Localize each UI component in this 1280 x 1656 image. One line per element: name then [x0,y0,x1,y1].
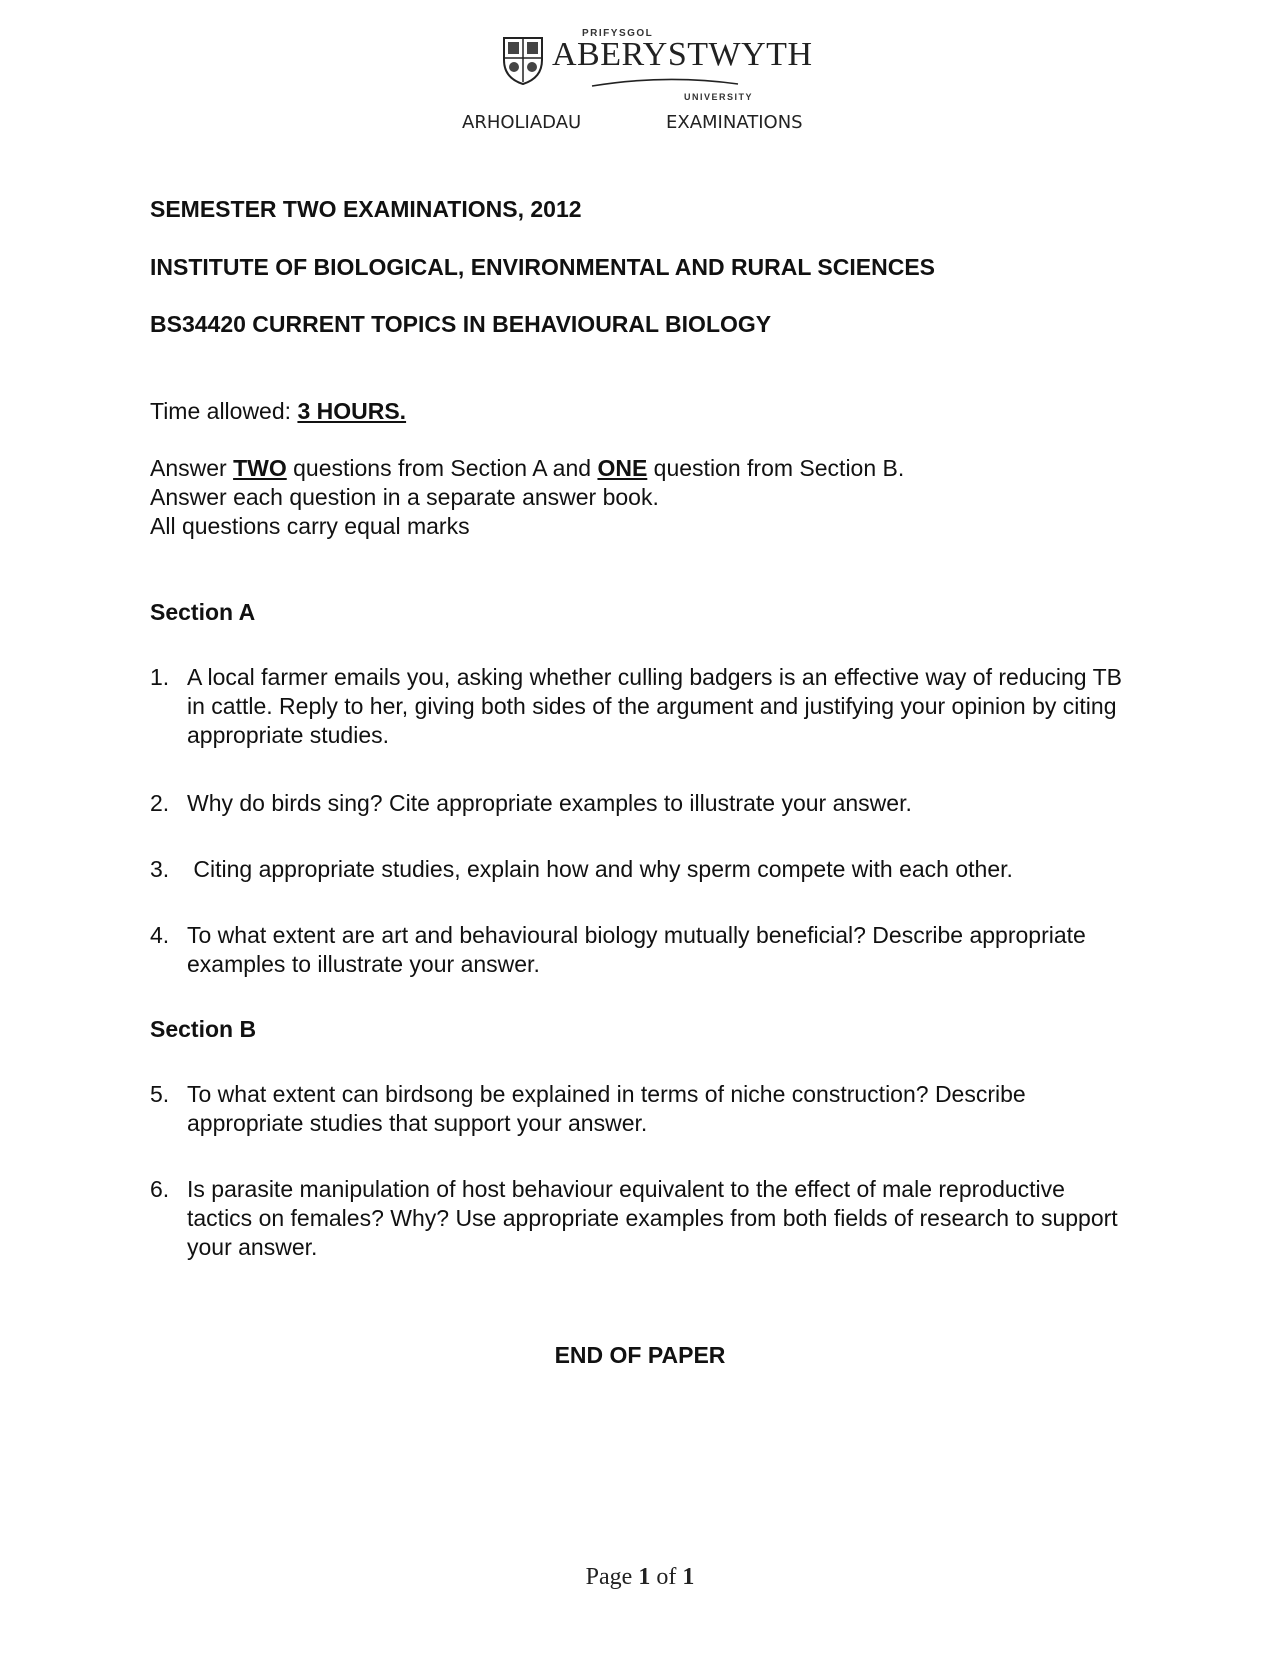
university-logo [500,26,813,102]
equal-marks-instruction: All questions carry equal marks [150,513,470,539]
question-item [150,663,1130,750]
header-welsh: ARHOLIADAU [462,112,582,133]
footer-page-total: 1 [682,1564,695,1590]
module-title: BS34420 CURRENT TOPICS IN BEHAVIOURAL BIOLOGY [150,311,772,337]
question-text: Citing appropriate studies, explain how and why sperm compete with each other. [187,856,1013,882]
question-number: 1. [150,664,170,690]
answer-one: ONE [597,455,648,481]
semester-title: SEMESTER TWO EXAMINATIONS, 2012 [150,196,582,222]
section-b-heading: Section B [150,1016,257,1042]
question-text: To what extent are art and behavioural biology mutually beneficial? Describe appropriate examples to illustrate your answer. [187,922,1086,977]
logo-main-text: ABERYSTWYTH [552,36,813,73]
end-of-paper: END OF PAPER [554,1342,726,1368]
question-number: 6. [150,1176,170,1202]
footer-page-number: 1 [638,1564,651,1590]
university-crest-icon [500,34,546,86]
question-number: 5. [150,1081,170,1107]
header-english: EXAMINATIONS [666,112,803,133]
answer-middle: questions from Section A and [286,455,598,481]
logo-bottom-text: UNIVERSITY [684,92,754,102]
answer-instruction [150,455,904,482]
question-item [150,789,1130,818]
institute-title: INSTITUTE OF BIOLOGICAL, ENVIRONMENTAL AND RURAL SCIENCES [150,254,935,280]
logo-swoosh [590,76,740,90]
question-number: 2. [150,790,170,816]
footer-page-word: Page [585,1564,639,1590]
page-footer [0,1564,1280,1591]
time-allowed [150,398,406,425]
question-text: A local farmer emails you, asking whether culling badgers is an effective way of reducing TB in cattle. Reply to her, giving both sides of the argument and justifying your opinion by citing appropriate studies. [187,664,1122,748]
question-item [150,1175,1130,1262]
time-value: 3 HOURS. [297,398,407,424]
footer-of-word: of [650,1564,683,1590]
separate-book-instruction: Answer each question in a separate answer book. [150,484,659,510]
question-text: Why do birds sing? Cite appropriate examples to illustrate your answer. [187,790,912,816]
time-label: Time allowed: [150,398,298,424]
question-item [150,921,1130,979]
answer-two: TWO [233,455,287,481]
question-item [150,855,1130,884]
question-text: Is parasite manipulation of host behaviour equivalent to the effect of male reproductive tactics on females? Why? Use appropriate examples from both fields of research to support your answer. [187,1176,1118,1260]
question-number: 3. [150,856,170,882]
question-item [150,1080,1130,1138]
question-number: 4. [150,922,170,948]
section-a-heading: Section A [150,599,256,625]
answer-suffix: question from Section B. [647,455,905,481]
answer-prefix: Answer [150,455,234,481]
question-text: To what extent can birdsong be explained in terms of niche construction? Describe appropriate studies that support your answer. [187,1081,1026,1136]
logo-top-text: PRIFYSGOL [582,28,654,39]
